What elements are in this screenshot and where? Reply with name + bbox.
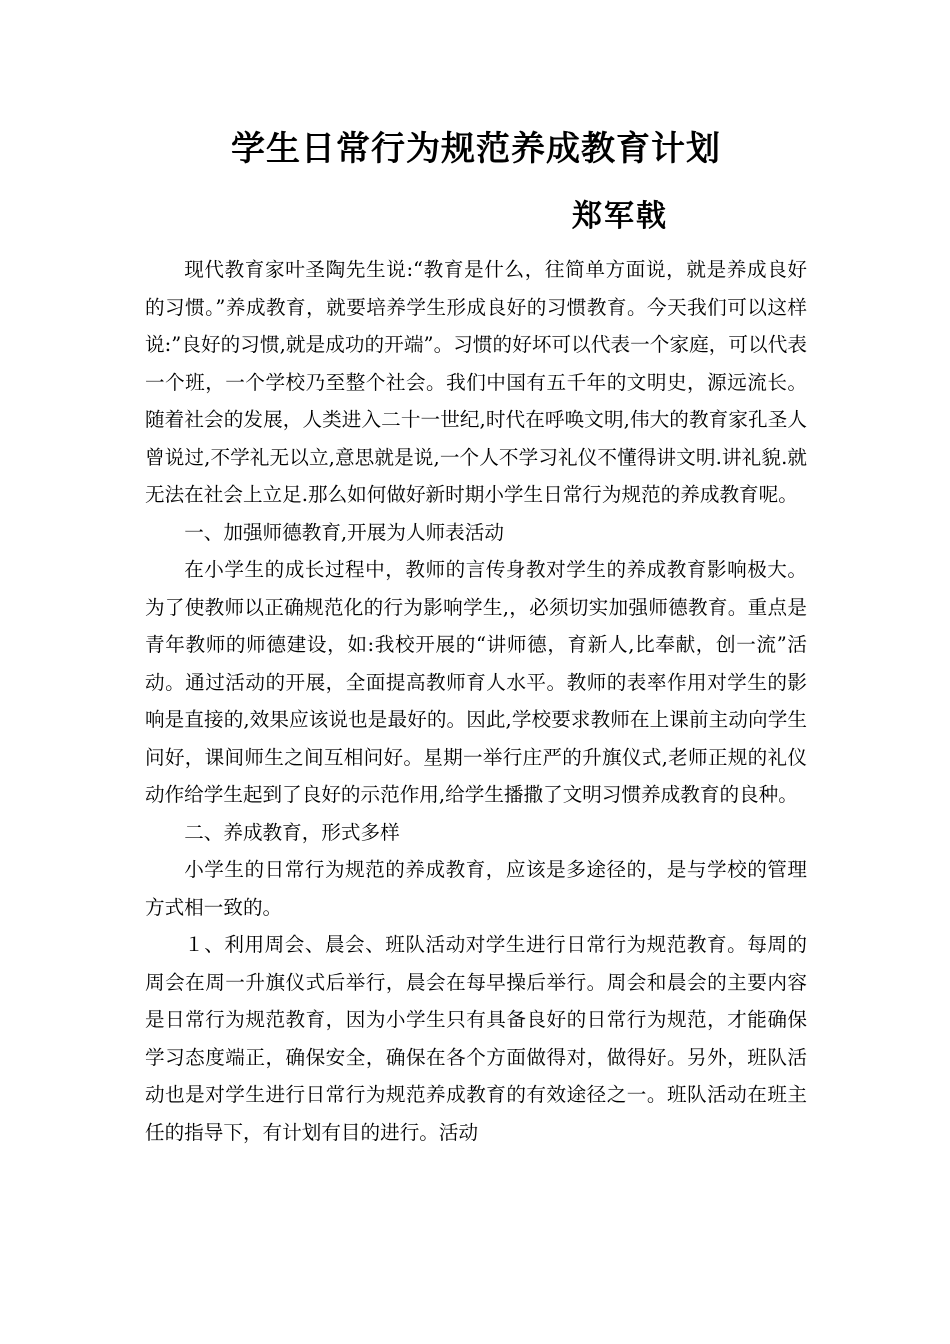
paragraph-intro: 现代教育家叶圣陶先生说:“教育是什么，往简单方面说，就是养成良好的习惯。”养成教育，就要培养学生形成良好的习惯教育。今天我们可以这样说:”良好的习惯,就是成功的开端”。习惯的好坏可以代表一个家庭，可以代表一个班，一个学校乃至整个社会。我们中国有五千年的文明史，源远流长。随着社会的发展，人类进入二十一世纪,时代在呼唤文明,伟大的教育家孔圣人曾说过,不学礼无以立,意思就是说,一个人不学习礼仪不懂得讲文明.讲礼貌.就无法在社会上立足.那么如何做好新时期小学生日常行为规范的养成教育呢。 [145, 258, 807, 506]
paragraph-item-1: １、利用周会、晨会、班队活动对学生进行日常行为规范教育。每周的周会在周一升旗仪式后举行，晨会在每早操后举行。周会和晨会的主要内容是日常行为规范教育，因为小学生只有具备良好的日常行为规范，才能确保学习态度端正，确保安全，确保在各个方面做得对，做得好。另外，班队活动也是对学生进行日常行为规范养成教育的有效途径之一。班队活动在班主任的指导下，有计划有目的进行。活动 [145, 933, 807, 1144]
paragraph-teacher-ethics: 在小学生的成长过程中，教师的言传身教对学生的养成教育影响极大。为了使教师以正确规范化的行为影响学生,，必须切实加强师德教育。重点是青年教师的师德建设，如:我校开展的“讲师德，育新人,比奉献，创一流”活动。通过活动的开展，全面提高教师育人水平。教师的表率作用对学生的影响是直接的,效果应该说也是最好的。因此,学校要求教师在上课前主动向学生问好，课间师生之间互相问好。星期一举行庄严的升旗仪式,老师正规的礼仪动作给学生起到了良好的示范作用,给学生播撒了文明习惯养成教育的良种。 [145, 558, 807, 806]
document-title: 学生日常行为规范养成教育计划 [231, 129, 721, 169]
paragraph-forms: 小学生的日常行为规范的养成教育，应该是多途径的，是与学校的管理方式相一致的。 [145, 858, 807, 919]
section-heading-1: 一、加强师德教育,开展为人师表活动 [184, 520, 504, 544]
author-name: 郑军戟 [572, 199, 668, 234]
section-heading-2: 二、养成教育，形式多样 [184, 820, 400, 844]
document-body [145, 251, 807, 1151]
